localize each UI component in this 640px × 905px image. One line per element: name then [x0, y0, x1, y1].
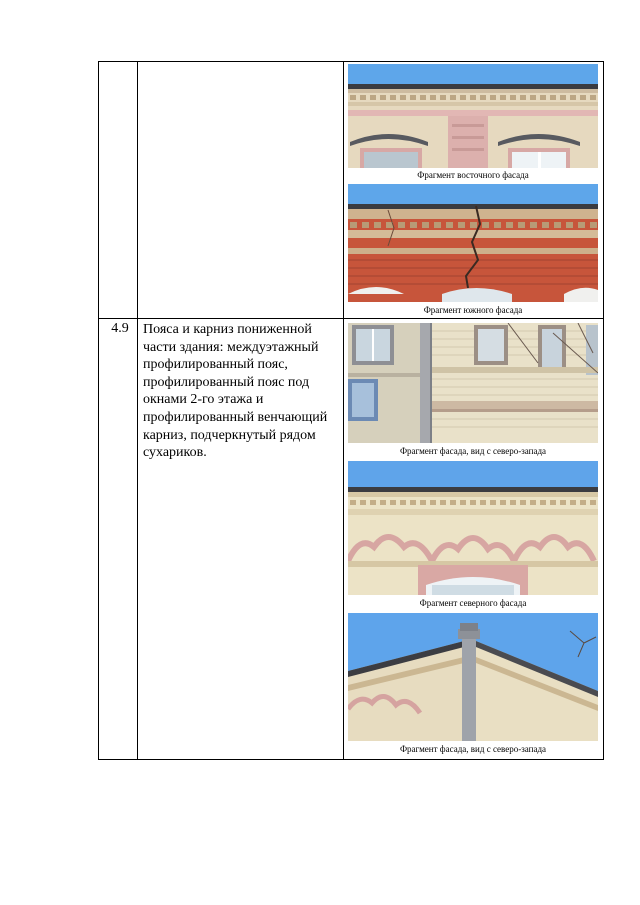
- table-bottom-border: [98, 759, 604, 760]
- photo-caption: Фрагмент фасада, вид с северо-запада: [399, 744, 547, 754]
- photo-caption: Фрагмент фасада, вид с северо-запада: [399, 446, 547, 456]
- photo-east-facade: [348, 64, 598, 168]
- row-number: 4.9: [111, 321, 129, 336]
- table-top-border: [98, 61, 604, 62]
- row-description: Пояса и карниз пониженной части здания: междуэтажный профилированный пояс, профилированный пояс под окнами 2-го этажа и профилированный венчающий карниз, подчеркнутый рядом сухариков.: [143, 322, 328, 461]
- table-right-border: [603, 61, 604, 760]
- column-divider-photos: [343, 61, 344, 760]
- photo-south-facade: [348, 184, 598, 302]
- photo-caption: Фрагмент северного фасада: [419, 598, 527, 608]
- photo-north-facade: [348, 461, 598, 595]
- row-divider: [98, 318, 604, 319]
- photo-facade-northwest: [348, 323, 598, 443]
- photo-roof-corner: [348, 613, 598, 741]
- table-left-border: [98, 61, 99, 760]
- column-divider-number: [137, 61, 138, 760]
- photo-caption: Фрагмент южного фасада: [423, 305, 523, 315]
- photo-caption: Фрагмент восточного фасада: [417, 170, 529, 180]
